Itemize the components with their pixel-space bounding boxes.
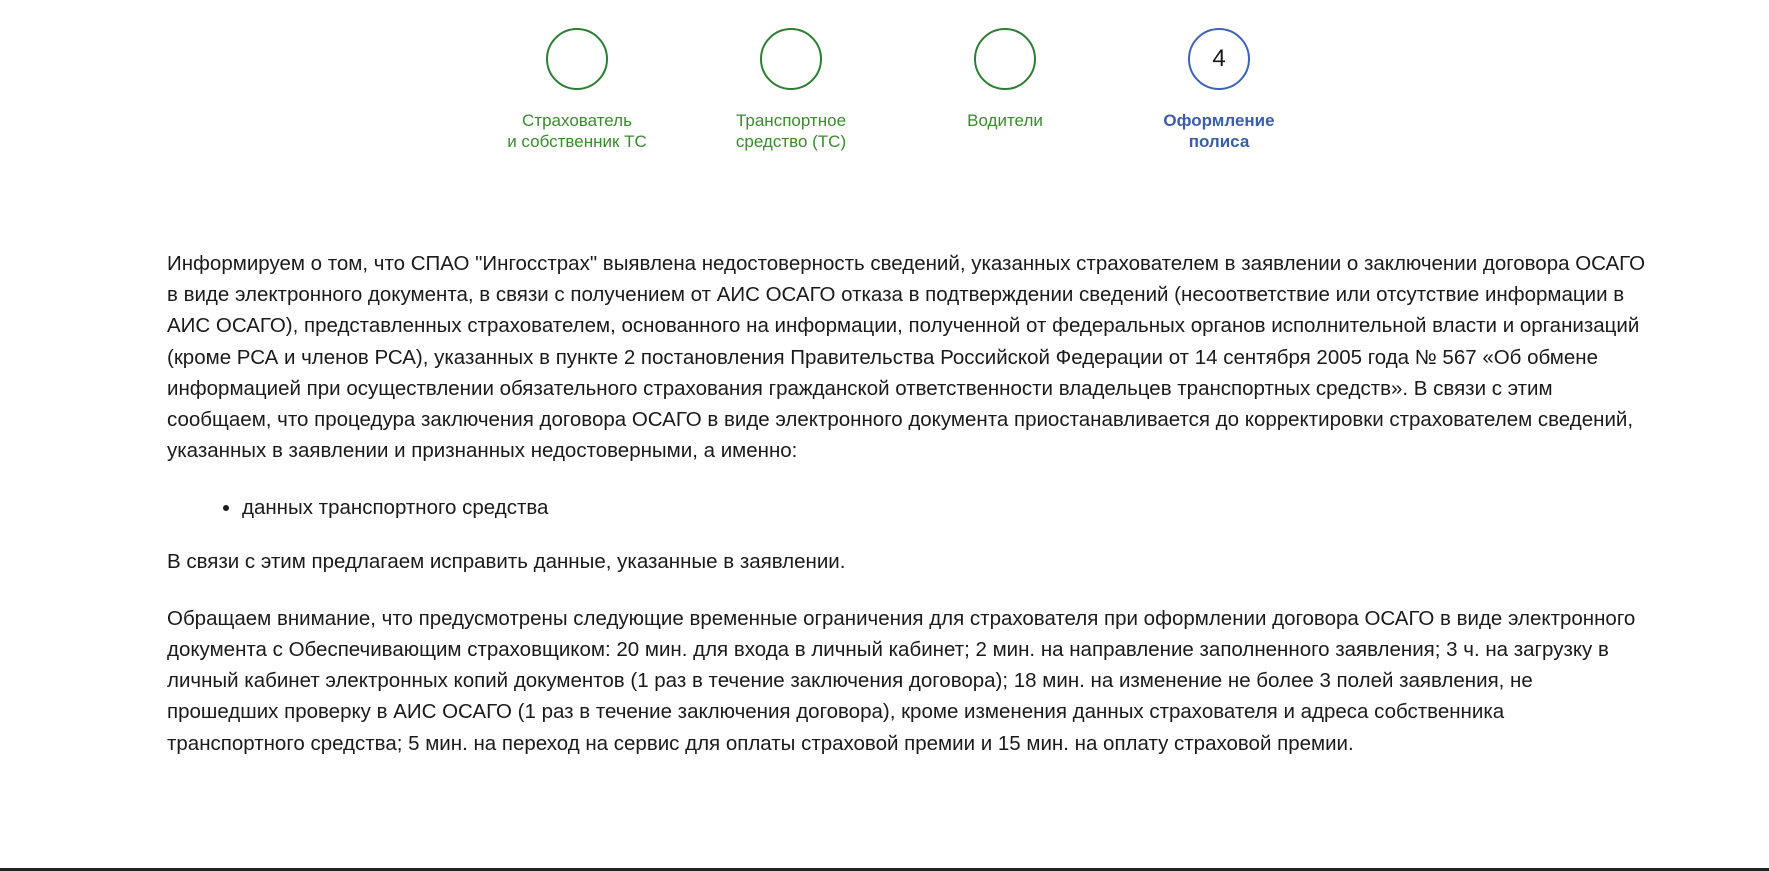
step-policy-issue[interactable] — [1119, 28, 1319, 152]
step-circle-active[interactable]: 4 — [1188, 28, 1250, 90]
step-label: Страхователь и собственник ТС — [507, 111, 647, 151]
step-policyholder[interactable] — [477, 28, 677, 152]
step-vehicle[interactable] — [691, 28, 891, 152]
invalid-data-list — [167, 492, 1647, 523]
list-item: • данных транспортного средства — [242, 492, 1647, 523]
progress-stepper — [0, 28, 1769, 168]
step-label: Транспортное средство (ТС) — [735, 111, 847, 151]
step-circle[interactable] — [546, 28, 608, 90]
step-drivers[interactable] — [905, 28, 1105, 131]
step-label-active: Оформление полиса — [1163, 111, 1275, 151]
step-label: Водители — [967, 111, 1043, 130]
notice-paragraph-2: В связи с этим предлагаем исправить данные, указанные в заявлении. — [167, 549, 846, 573]
notice-paragraph-1: Информируем о том, что СПАО "Ингосстрах" выявлена недостоверность сведений, указанных страхователем в заявлении о заключении договора ОСАГО в виде электронного документа, в связи с получением от АИС ОСАГО отказа в подтверждении сведений (несоответствие или отсутствие информации в АИС ОСАГО), представленных страхователем, основанного на информации, полученной от федеральных органов исполнительной власти и организаций (кроме РСА и членов РСА), указанных в пункте 2 постановления Правительства Российской Федерации от 14 сентября 2005 года № 567 «Об обмене информацией при осуществлении обязательного страхования гражданской ответственности владельцев транспортных средств». В связи с этим сообщаем, что процедура заключения договора ОСАГО в виде электронного документа приостанавливается до корректировки страхователем сведений, указанных в заявлении и признанных недостоверными, а именно: — [167, 252, 1646, 463]
step-circle[interactable] — [974, 28, 1036, 90]
notice-paragraph-3: Обращаем внимание, что предусмотрены следующие временные ограничения для страхователя при оформлении договора ОСАГО в виде электронного документа с Обеспечивающим страховщиком: 20 мин. для входа в личный кабинет; 2 мин. на направление заполненного заявления; 3 ч. на загрузку в личный кабинет электронных копий документов (1 раз в течение заключения договора); 18 мин. на изменение не более 3 полей заявления, не прошедших проверку в АИС ОСАГО (1 раз в течение заключения договора), кроме изменения данных страхователя и адреса собственника транспортного средства; 5 мин. на переход на сервис для оплаты страховой премии и 15 мин. на оплату страховой премии. — [167, 606, 1636, 755]
notice-content — [167, 248, 1647, 759]
step-circle[interactable] — [760, 28, 822, 90]
